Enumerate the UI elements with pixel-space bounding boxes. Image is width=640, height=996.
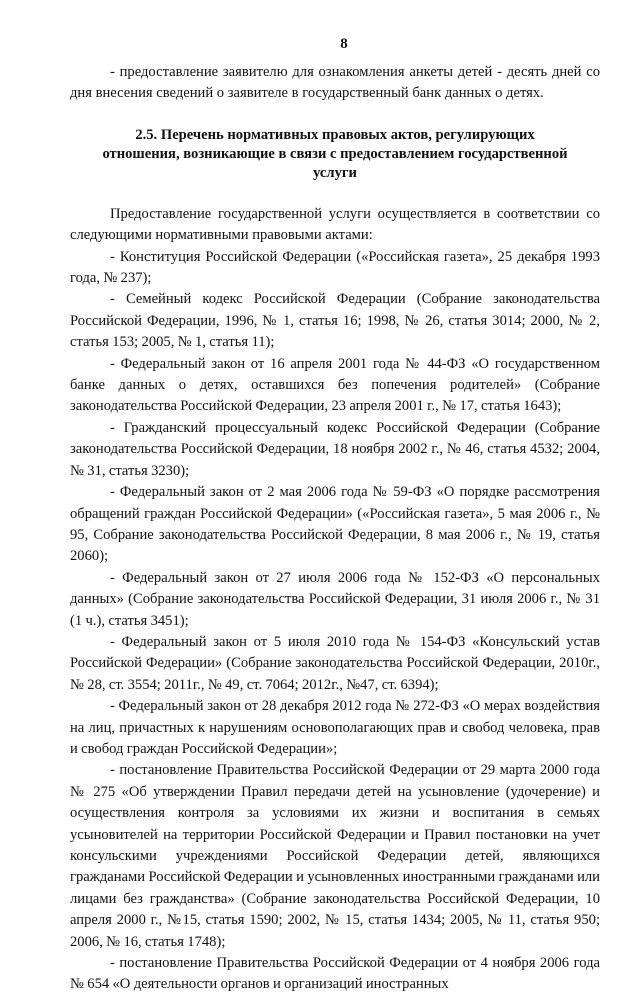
acts-list [70,247,600,996]
page-content [70,62,600,996]
list-item: - постановление Правительства Российской Федерации от 4 ноября 2006 года № 654 «О деятельности органов и организаций иностранных [70,955,600,993]
list-item: - Федеральный закон от 2 мая 2006 года № 59-ФЗ «О порядке рассмотрения обращений граждан Российской Федерации» («Российская газета», 5 мая 2006 г., № 95, Собрание законодательства Российской Федерации, 8 мая 2006 г., № 19, статья 2060); [70,484,600,565]
section-heading: 2.5. Перечень нормативных правовых актов, регулирующих отношения, возникающие в связи с предоставлением государственной услуги [102,126,568,181]
list-item: - Федеральный закон от 16 апреля 2001 года № 44-ФЗ «О государственном банке данных о детях, оставшихся без попечения родителей» (Собрание законодательства Российской Федерации, 23 апреля 2001 г., № 17, статья 1643); [70,355,600,415]
list-item: - Семейный кодекс Российской Федерации (Собрание законодательства Российской Федерации, 1996, № 1, статья 16; 1998, № 26, статья 3014; 2000, № 2, статья 153; 2005, № 1, статья 11); [70,291,600,351]
lead-paragraph: Предоставление государственной услуги осуществляется в соответствии со следующими нормативными правовыми актами: [70,205,600,244]
list-item: - Федеральный закон от 27 июля 2006 года № 152-ФЗ «О персональных данных» (Собрание законодательства Российской Федерации, 31 июля 2006 г., № 31 (1 ч.), статья 3451); [70,569,600,629]
page-number: 8 [340,36,348,52]
intro-paragraph: - предоставление заявителю для ознакомления анкеты детей - десять дней со дня внесения сведений о заявителе в государственный банк данных о детях. [70,64,600,102]
list-item: - Федеральный закон от 5 июля 2010 года № 154-ФЗ «Консульский устав Российской Федерации» (Собрание законодательства Российской Федерации, 2010г., № 28, ст. 3554; 2011г., № 49, ст. 7064; 2012г., №47, ст. 6394); [70,633,600,693]
list-item: - Конституция Российской Федерации («Российская газета», 25 декабря 1993 года, № 237); [70,248,600,287]
list-item: - Гражданский процессуальный кодекс Российской Федерации (Собрание законодательства Российской Федерации, 18 ноября 2002 г., № 46, статья 4532; 2004, № 31, статья 3230); [70,419,600,479]
list-item: - постановление Правительства Российской Федерации от 29 марта 2000 года № 275 «Об утверждении Правил передачи детей на усыновление (удочерение) и осуществления контроля за условиями их жизни и воспитания в семьях усыновителей на территории Российской Федерации и Правил постановки на учет консульскими учреждениями Российской Федерации детей, являющихся гражданами Российской Федерации и усыновленных иностранными гражданами или лицами без гражданства» (Собрание законодательства Российской Федерации, 10 апреля 2000 г., №15, статья 1590; 2002, № 15, статья 1434; 2005, № 11, статья 950; 2006, № 16, статья 1748); [70,762,600,950]
list-item: - Федеральный закон от 28 декабря 2012 года № 272-ФЗ «О мерах воздействия на лиц, причастных к нарушениям основополагающих прав и свобод человека, прав и свобод граждан Российской Федерации»; [70,698,600,757]
